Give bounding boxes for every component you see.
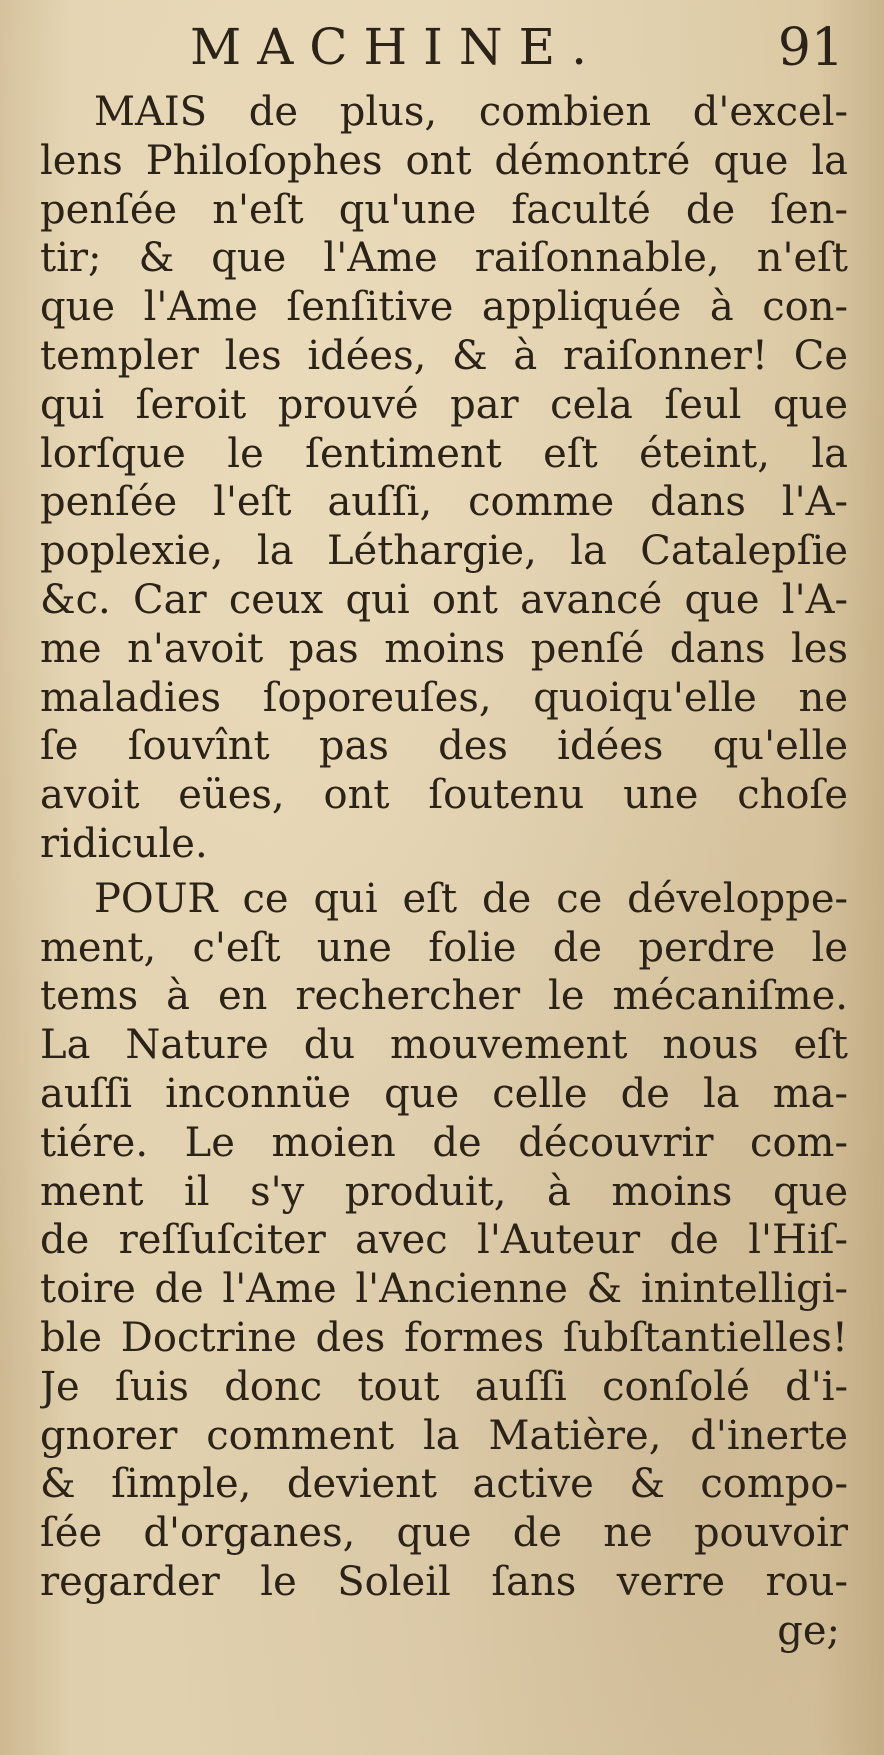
text-line: poplexie, la Léthargie, la Catalepſie	[40, 528, 848, 575]
text-line: penſée l'eſt auſſi, comme dans l'A-	[40, 479, 848, 526]
text-line: ment il s'y produit, à moins que	[40, 1168, 848, 1215]
text-line: tir; & que l'Ame raiſonnable, n'eſt	[40, 235, 848, 282]
text-line: ſée d'organes, que de ne pouvoir	[40, 1510, 848, 1557]
text-line: & ſimple, devient active & compo-	[40, 1461, 848, 1508]
page-number: 91	[777, 18, 844, 78]
text-line: me n'avoit pas moins penſé dans les	[40, 625, 848, 672]
text-line: ſe ſouvînt pas des idées qu'elle	[40, 723, 848, 770]
text-line: de reſſuſciter avec l'Auteur de l'Hiſ-	[40, 1217, 848, 1264]
running-title: MACHINE.	[190, 18, 604, 76]
text-line: regarder le Soleil ſans verre rou-	[40, 1558, 848, 1605]
text-line: gnorer comment la Matière, d'inerte	[40, 1412, 848, 1459]
text-line: qui ſeroit prouvé par cela ſeul que	[40, 381, 848, 428]
text-line: maladies ſoporeuſes, quoiqu'elle ne	[40, 674, 848, 721]
text-line: templer les idées, & à raiſonner! Ce	[40, 332, 848, 379]
text-line: tems à en rechercher le mécaniſme.	[40, 973, 848, 1020]
body-text	[40, 88, 848, 1656]
text-line: ment, c'eſt une folie de perdre le	[40, 924, 848, 971]
text-line: avoit eües, ont ſoutenu une choſe	[40, 772, 848, 819]
text-line: penſée n'eſt qu'une faculté de ſen-	[40, 186, 848, 233]
text-line: La Nature du mouvement nous eſt	[40, 1022, 848, 1069]
text-line: toire de l'Ame l'Ancienne & inintelligi-	[40, 1266, 848, 1313]
text-line: auſſi inconnüe que celle de la ma-	[40, 1070, 848, 1117]
text-line: Je ſuis donc tout auſſi conſolé d'i-	[40, 1363, 848, 1410]
text-line: lorſque le ſentiment eſt éteint, la	[40, 430, 848, 477]
text-line: POUR ce qui eſt de ce développe-	[94, 875, 848, 922]
text-line: tiére. Le moien de découvrir com-	[40, 1119, 848, 1166]
text-line: que l'Ame ſenſitive appliquée à con-	[40, 284, 848, 331]
text-line: ble Doctrine des formes ſubſtantielles!	[40, 1314, 848, 1361]
page-header	[190, 12, 844, 82]
catchword: ge;	[777, 1607, 840, 1654]
text-line: lens Philoſophes ont démontré que la	[40, 137, 848, 184]
text-line: &c. Car ceux qui ont avancé que l'A-	[40, 576, 848, 623]
text-line: ridicule.	[40, 820, 208, 867]
text-line: MAIS de plus, combien d'excel-	[94, 89, 848, 135]
